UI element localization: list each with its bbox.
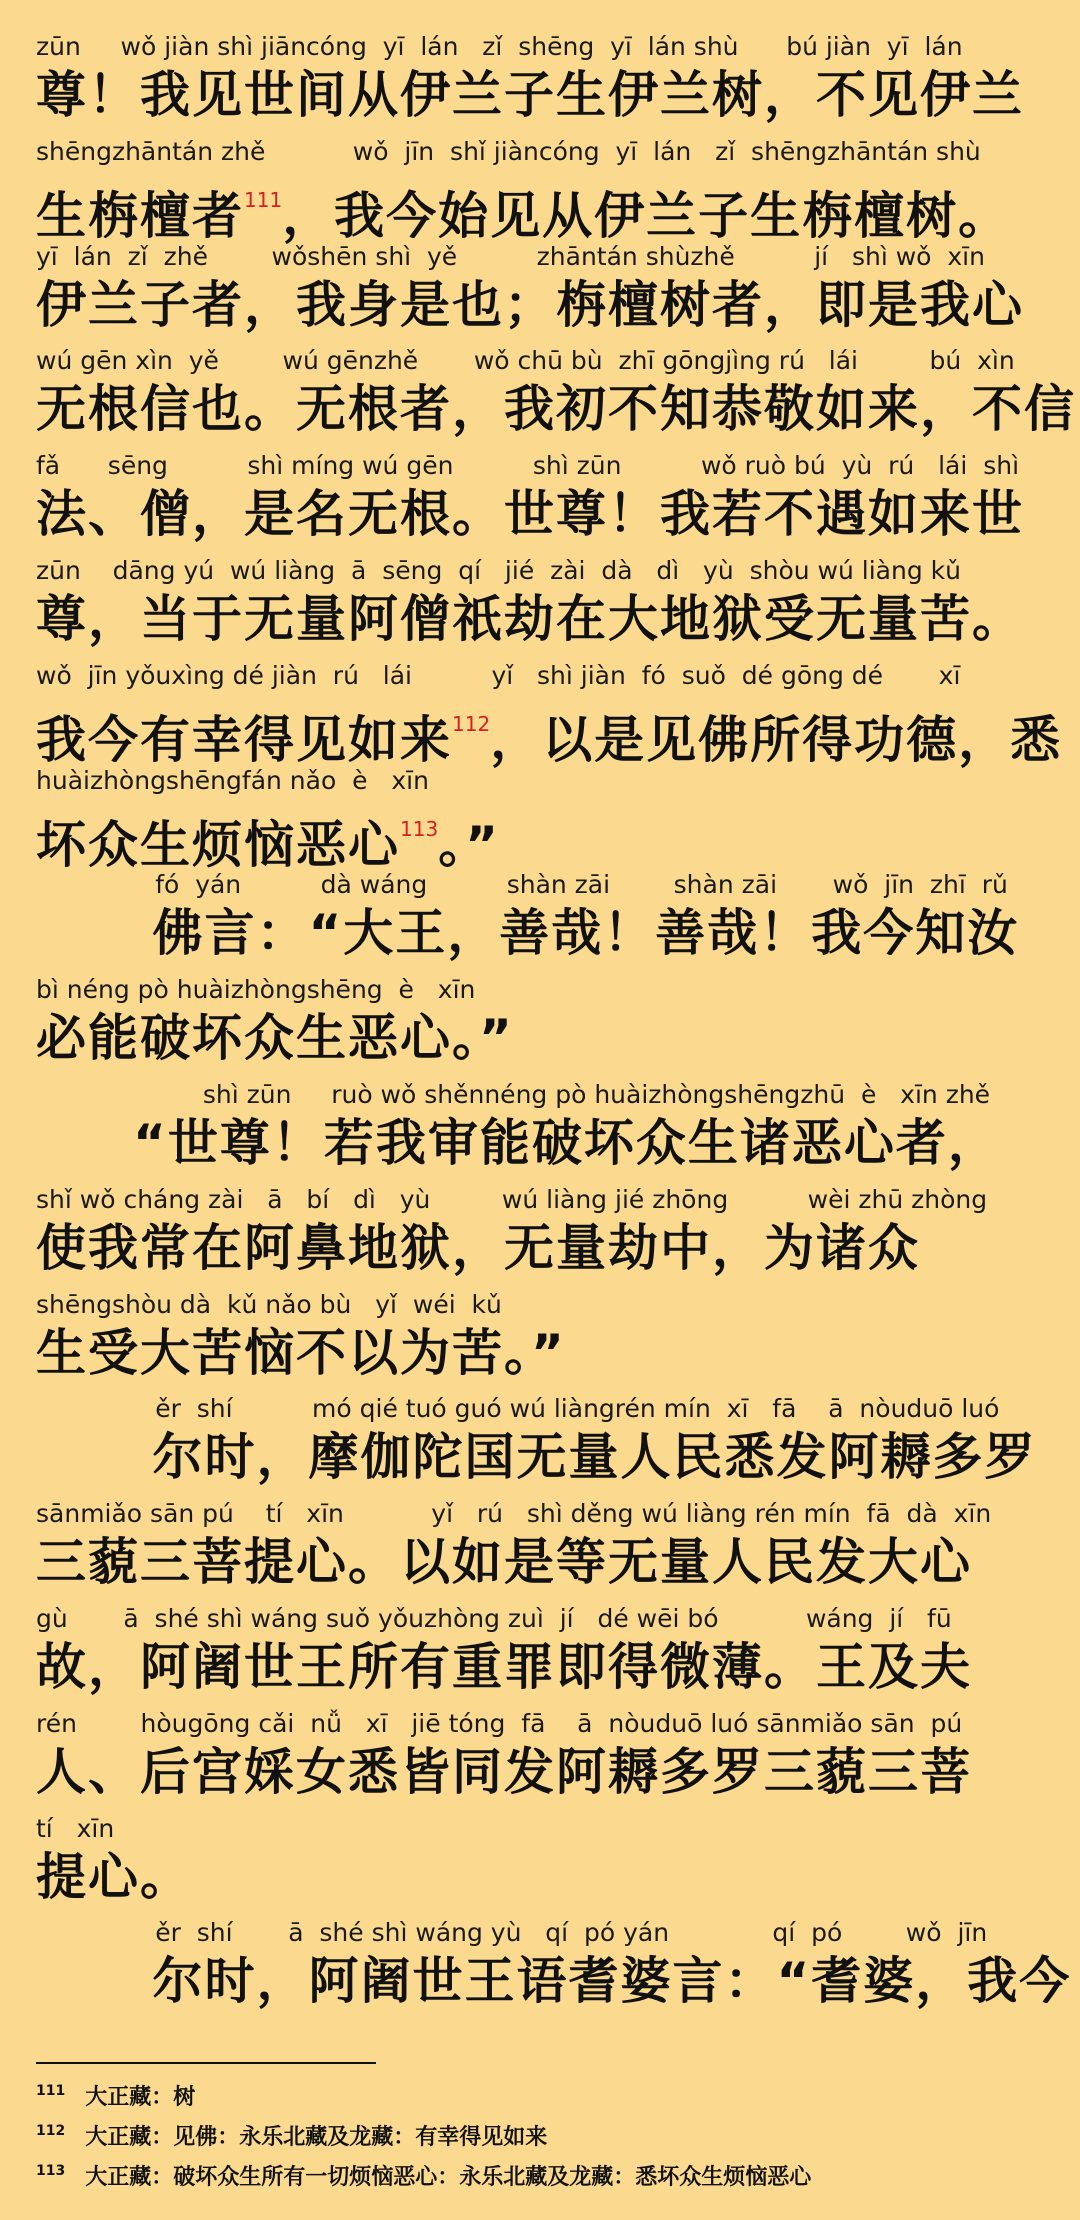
text-line (0, 135, 1080, 245)
pinyin-annotation: rén hòugōng cǎi nǚ xī jiē tóng fā ā nòuduō luó sānmiǎo sān pú (36, 1709, 963, 1738)
chinese-segment: 尔时，阿阇世王语耆婆言：“耆婆，我今 (36, 1952, 1072, 2010)
text-line (0, 868, 1080, 972)
text-line (0, 1183, 1080, 1287)
text-line (0, 1707, 1080, 1811)
chinese-text (36, 274, 1060, 336)
chinese-segment: 尊，当于无量阿僧祇劫在大地狱受无量苦。 (36, 590, 1024, 648)
chinese-segment: “世尊！若我审能破坏众生诸恶心者， (36, 1114, 1000, 1172)
pinyin-annotation: bì néng pò huàizhòngshēng è xīn (36, 975, 476, 1004)
chinese-text (36, 798, 1060, 874)
chinese-segment: 生栴檀者 (36, 187, 244, 245)
chinese-segment: 我今有幸得见如来 (36, 711, 452, 769)
chinese-segment: 佛言：“大王，善哉！善哉！我今知汝 (36, 904, 1020, 962)
text-line (0, 1497, 1080, 1601)
chinese-text (36, 1846, 1060, 1908)
text-line (0, 1602, 1080, 1706)
pinyin-annotation: shēngzhāntán zhě wǒ jīn shǐ jiàncóng yī lán zǐ shēngzhāntán shù (36, 137, 981, 166)
footnote-marker[interactable]: 113 (400, 817, 439, 841)
text-line (0, 449, 1080, 553)
text-line (0, 344, 1080, 448)
footnote (36, 2154, 811, 2188)
pinyin-annotation: fǎ sēng shì míng wú gēn shì zūn wǒ ruò bú yù rú lái shì (36, 451, 1020, 480)
footnote-number: 111 (36, 2083, 66, 2099)
text-line (0, 1078, 1080, 1182)
footnote (36, 2074, 195, 2108)
chinese-segment: 人、后宫婇女悉皆同发阿耨多罗三藐三菩 (36, 1743, 972, 1801)
pinyin-annotation: ěr shí ā shé shì wáng yù qí pó yán qí pó wǒ jīn (36, 1918, 988, 1947)
pinyin-annotation: wǒ jīn yǒuxìng dé jiàn rú lái yǐ shì jiàn fó suǒ dé gōng dé xī (36, 661, 961, 690)
text-line (0, 30, 1080, 134)
chinese-segment: 。” (438, 816, 501, 874)
chinese-text (36, 902, 1060, 964)
text-line (0, 1288, 1080, 1392)
chinese-segment: 故，阿阇世王所有重罪即得微薄。王及夫 (36, 1638, 972, 1696)
pinyin-annotation: huàizhòngshēngfán nǎo è xīn (36, 766, 429, 795)
chinese-segment: 伊兰子者，我身是也；栴檀树者，即是我心 (36, 276, 1024, 334)
pinyin-annotation: ěr shí mó qié tuó guó wú liàngrén mín xī fā ā nòuduō luó (36, 1394, 1000, 1423)
chinese-text (36, 1426, 1060, 1488)
chinese-segment: 必能破坏众生恶心。” (36, 1009, 514, 1067)
text-line (0, 659, 1080, 769)
footnote-number: 112 (36, 2123, 66, 2139)
chinese-segment: 无根信也。无根者，我初不知恭敬如来，不信 (36, 380, 1076, 438)
text-line (0, 764, 1080, 874)
pinyin-annotation: sānmiǎo sān pú tí xīn yǐ rú shì děng wú liàng rén mín fā dà xīn (36, 1499, 992, 1528)
chinese-text (36, 483, 1060, 545)
chinese-text (36, 1741, 1060, 1803)
pinyin-annotation: shì zūn ruò wǒ shěnnéng pò huàizhòngshēngzhū è xīn zhě (36, 1080, 991, 1109)
chinese-text (36, 1950, 1072, 2012)
chinese-segment: 生受大苦恼不以为苦。” (36, 1324, 566, 1382)
chinese-text (36, 1007, 1060, 1069)
footnote-marker[interactable]: 111 (244, 188, 283, 212)
footnote-text: 大正藏：见佛：永乐北藏及龙藏：有幸得见如来 (85, 2125, 548, 2150)
chinese-text (36, 64, 1060, 126)
chinese-segment: 尔时，摩伽陀国无量人民悉发阿耨多罗 (36, 1428, 1037, 1486)
chinese-text (36, 378, 1076, 440)
chinese-segment: 坏众生烦恼恶心 (36, 816, 400, 874)
pinyin-annotation: wú gēn xìn yě wú gēnzhě wǒ chū bù zhī gōngjìng rú lái bú xìn (36, 346, 1015, 375)
chinese-text (36, 1636, 1060, 1698)
chinese-text (36, 693, 1063, 769)
footnote (36, 2114, 547, 2148)
footnote-divider (36, 2062, 376, 2064)
pinyin-annotation: fó yán dà wáng shàn zāi shàn zāi wǒ jīn zhī rǔ (36, 870, 1008, 899)
chinese-segment: 使我常在阿鼻地狱，无量劫中，为诸众 (36, 1219, 920, 1277)
chinese-segment: ，以是见佛所得功德，悉 (490, 711, 1063, 769)
pinyin-annotation: shǐ wǒ cháng zài ā bí dì yù wú liàng jié zhōng wèi zhū zhòng (36, 1185, 988, 1214)
footnote-number: 113 (36, 2163, 66, 2179)
text-line (0, 240, 1080, 344)
footnote-marker[interactable]: 112 (452, 712, 491, 736)
footnote-text: 大正藏：破坏众生所有一切烦恼恶心：永乐北藏及龙藏：悉坏众生烦恼恶心 (85, 2165, 812, 2190)
pinyin-annotation: zūn wǒ jiàn shì jiāncóng yī lán zǐ shēng yī lán shù bú jiàn yī lán (36, 32, 963, 61)
chinese-text (36, 1531, 1060, 1593)
chinese-text (36, 169, 1060, 245)
pinyin-annotation: yī lán zǐ zhě wǒshēn shì yě zhāntán shùzhě jí shì wǒ xīn (36, 242, 985, 271)
chinese-segment: 尊！我见世间从伊兰子生伊兰树，不见伊兰 (36, 66, 1024, 124)
chinese-text (36, 1322, 1060, 1384)
text-line (0, 1812, 1080, 1916)
pinyin-annotation: tí xīn (36, 1814, 115, 1843)
text-line (0, 1916, 1080, 2020)
footnote-text: 大正藏：树 (85, 2085, 196, 2110)
text-line (0, 1392, 1080, 1496)
chinese-text (36, 588, 1060, 650)
chinese-segment: 法、僧，是名无根。世尊！我若不遇如来世 (36, 485, 1024, 543)
chinese-text (36, 1217, 1060, 1279)
chinese-text (36, 1112, 1060, 1174)
chinese-segment: 提心。 (36, 1848, 192, 1906)
text-line (0, 973, 1080, 1077)
pinyin-annotation: gù ā shé shì wáng suǒ yǒuzhòng zuì jí dé wēi bó wáng jí fū (36, 1604, 952, 1633)
pinyin-annotation: shēngshòu dà kǔ nǎo bù yǐ wéi kǔ (36, 1290, 502, 1319)
chinese-segment: ，我今始见从伊兰子生栴檀树。 (282, 187, 1011, 245)
chinese-segment: 三藐三菩提心。以如是等无量人民发大心 (36, 1533, 972, 1591)
pinyin-annotation: zūn dāng yú wú liàng ā sēng qí jié zài dà dì yù shòu wú liàng kǔ (36, 556, 961, 585)
text-line (0, 554, 1080, 658)
